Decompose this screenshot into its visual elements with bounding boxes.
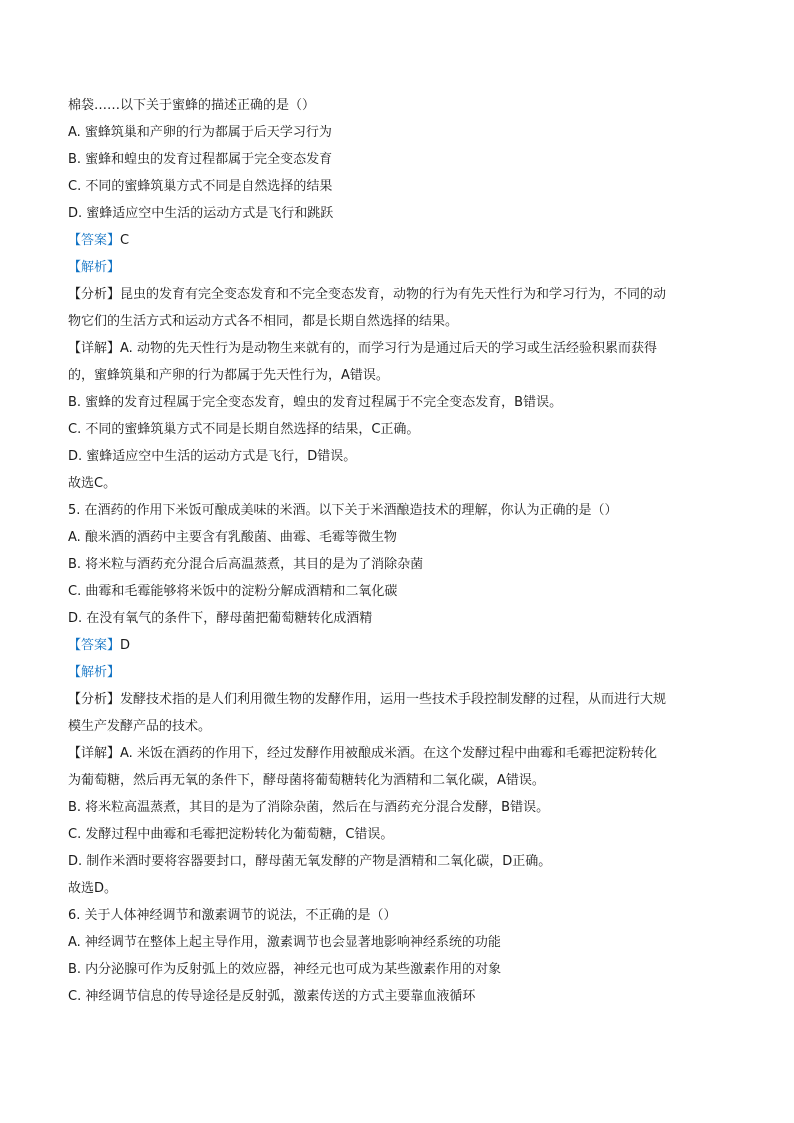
question-5-fenxi-line-1 xyxy=(68,686,728,713)
question-4-stem: 棉袋……以下关于蜜蜂的描述正确的是（） xyxy=(68,98,316,113)
answer-tag: 【答案】 xyxy=(68,233,121,248)
question-6-stem: 6. 关于人体神经调节和激素调节的说法，不正确的是（） xyxy=(68,908,397,923)
question-4-xiangjie-line-4: C. 不同的蜜蜂筑巢方式不同是长期自然选择的结果，C正确。 xyxy=(68,422,420,437)
answer-tag: 【答案】 xyxy=(68,638,121,653)
xiangjie-tag: 【详解】 xyxy=(68,341,121,356)
question-5-option-b: B. 将米粒与酒药充分混合后高温蒸煮，其目的是为了消除杂菌 xyxy=(68,557,424,572)
xiangjie-tag: 【详解】 xyxy=(68,746,121,761)
question-4-option-c: C. 不同的蜜蜂筑巢方式不同是自然选择的结果 xyxy=(68,179,333,194)
question-6-option-c: C. 神经调节信息的传导途径是反射弧，激素传送的方式主要靠血液循环 xyxy=(68,989,476,1004)
question-5-stem: 5. 在酒药的作用下米饭可酿成美味的米酒。以下关于米酒酿造技术的理解，你认为正确的是（） xyxy=(68,503,618,518)
question-4-xiangjie-line-2: 的，蜜蜂筑巢和产卵的行为都属于先天性行为，A错误。 xyxy=(68,368,389,383)
question-5-option-d: D. 在没有氧气的条件下，酵母菌把葡萄糖转化成酒精 xyxy=(68,611,373,626)
question-5-answer xyxy=(68,632,728,659)
question-5-xiangjie-line-5: D. 制作米酒时要将容器要封口，酵母菌无氧发酵的产物是酒精和二氧化碳，D正确。 xyxy=(68,854,552,869)
answer-value: D xyxy=(120,638,131,653)
question-4-xiangjie-line-3: B. 蜜蜂的发育过程属于完全变态发育，蝗虫的发育过程属于不完全变态发育，B错误。 xyxy=(68,395,563,410)
question-4-xiangjie-line-5: D. 蜜蜂适应空中生活的运动方式是飞行，D错误。 xyxy=(68,449,357,464)
page-content xyxy=(68,92,728,1010)
question-5-conclusion: 故选D。 xyxy=(68,881,118,896)
question-6-option-b: B. 内分泌腺可作为反射弧上的效应器，神经元也可成为某些激素作用的对象 xyxy=(68,962,502,977)
question-4-answer xyxy=(68,227,728,254)
question-4-option-b: B. 蜜蜂和蝗虫的发育过程都属于完全变态发育 xyxy=(68,152,333,167)
question-4-conclusion: 故选C。 xyxy=(68,476,117,491)
analysis-tag: 【解析】 xyxy=(68,665,121,680)
fenxi-tag: 【分析】 xyxy=(68,287,121,302)
question-4-fenxi-line-1 xyxy=(68,281,728,308)
analysis-tag: 【解析】 xyxy=(68,260,121,275)
question-5-xiangjie-line-4: C. 发酵过程中曲霉和毛霉把淀粉转化为葡萄糖，C错误。 xyxy=(68,827,394,842)
fenxi-tag: 【分析】 xyxy=(68,692,121,707)
question-5-option-a: A. 酿米酒的酒药中主要含有乳酸菌、曲霉、毛霉等微生物 xyxy=(68,530,397,545)
question-5-xiangjie-line-2: 为葡萄糖，然后再无氧的条件下，酵母菌将葡萄糖转化为酒精和二氧化碳，A错误。 xyxy=(68,773,545,788)
question-5-option-c: C. 曲霉和毛霉能够将米饭中的淀粉分解成酒精和二氧化碳 xyxy=(68,584,398,599)
question-5-fenxi-line-2: 模生产发酵产品的技术。 xyxy=(68,719,212,734)
fenxi-text: 发酵技术指的是人们利用微生物的发酵作用，运用一些技术手段控制发酵的过程，从而进行大规 xyxy=(120,692,667,707)
fenxi-text: 昆虫的发育有完全变态发育和不完全变态发育，动物的行为有先天性行为和学习行为，不同的动 xyxy=(120,287,667,302)
question-4-analysis-heading xyxy=(68,254,728,281)
xiangjie-text: A. 米饭在酒药的作用下，经过发酵作用被酿成米酒。在这个发酵过程中曲霉和毛霉把淀粉转化 xyxy=(120,746,657,761)
question-5-analysis-heading xyxy=(68,659,728,686)
question-5-xiangjie-line-3: B. 将米粒高温蒸煮，其目的是为了消除杂菌，然后在与酒药充分混合发酵，B错误。 xyxy=(68,800,550,815)
question-6-option-a: A. 神经调节在整体上起主导作用，激素调节也会显著地影响神经系统的功能 xyxy=(68,935,501,950)
xiangjie-text: A. 动物的先天性行为是动物生来就有的，而学习行为是通过后天的学习或生活经验积累而获得 xyxy=(120,341,657,356)
question-5-xiangjie-line-1 xyxy=(68,740,728,767)
question-4-option-a: A. 蜜蜂筑巢和产卵的行为都属于后天学习行为 xyxy=(68,125,332,140)
question-4-xiangjie-line-1 xyxy=(68,335,728,362)
answer-value: C xyxy=(120,233,130,248)
question-4-option-d: D. 蜜蜂适应空中生活的运动方式是飞行和跳跃 xyxy=(68,206,334,221)
question-4-fenxi-line-2: 物它们的生活方式和运动方式各不相同，都是长期自然选择的结果。 xyxy=(68,314,459,329)
